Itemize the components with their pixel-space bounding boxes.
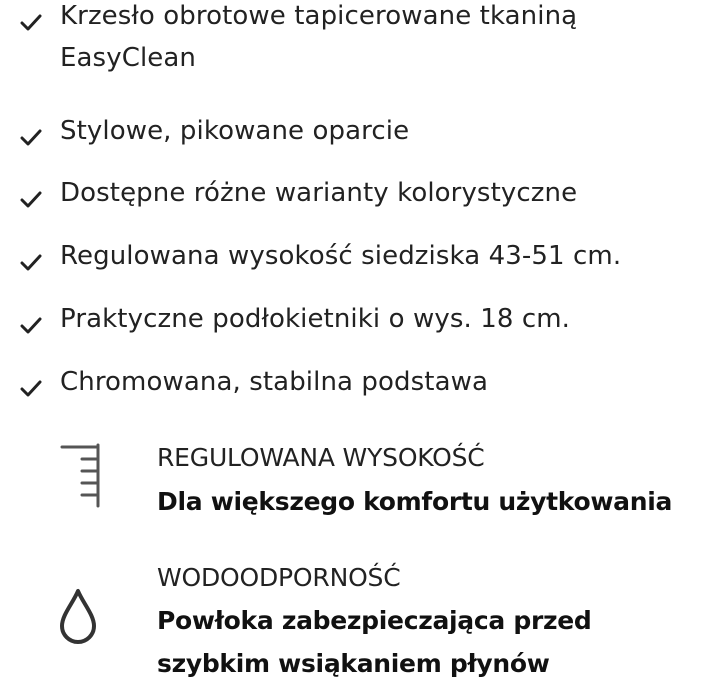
checkmark-icon	[20, 380, 42, 398]
water-drop-icon	[57, 587, 99, 645]
checklist-item-text: Krzesło obrotowe tapicerowane tkaniną	[60, 1, 578, 31]
checklist-item-text: Dostępne różne warianty kolorystyczne	[60, 178, 578, 208]
checklist-item-text: Praktyczne podłokietniki o wys. 18 cm.	[60, 304, 571, 334]
feature-description-continued: szybkim wsiąkaniem płynów	[157, 649, 550, 678]
feature-description: Powłoka zabezpieczająca przed	[157, 606, 592, 635]
checkmark-icon	[20, 191, 42, 209]
feature-caption: WODOODPORNOŚĆ	[157, 563, 401, 592]
checklist-item-text: Regulowana wysokość siedziska 43-51 cm.	[60, 241, 622, 271]
checklist-item-text: Chromowana, stabilna podstawa	[60, 367, 489, 397]
checkmark-icon	[20, 14, 42, 32]
checklist-item-text: Stylowe, pikowane oparcie	[60, 116, 410, 146]
checkmark-icon	[20, 254, 42, 272]
height-ruler-icon	[52, 442, 106, 508]
checklist-item-text-continued: EasyClean	[60, 43, 196, 73]
checkmark-icon	[20, 129, 42, 147]
checkmark-icon	[20, 317, 42, 335]
feature-description: Dla większego komfortu użytkowania	[157, 487, 673, 516]
feature-caption: REGULOWANA WYSOKOŚĆ	[157, 443, 485, 472]
